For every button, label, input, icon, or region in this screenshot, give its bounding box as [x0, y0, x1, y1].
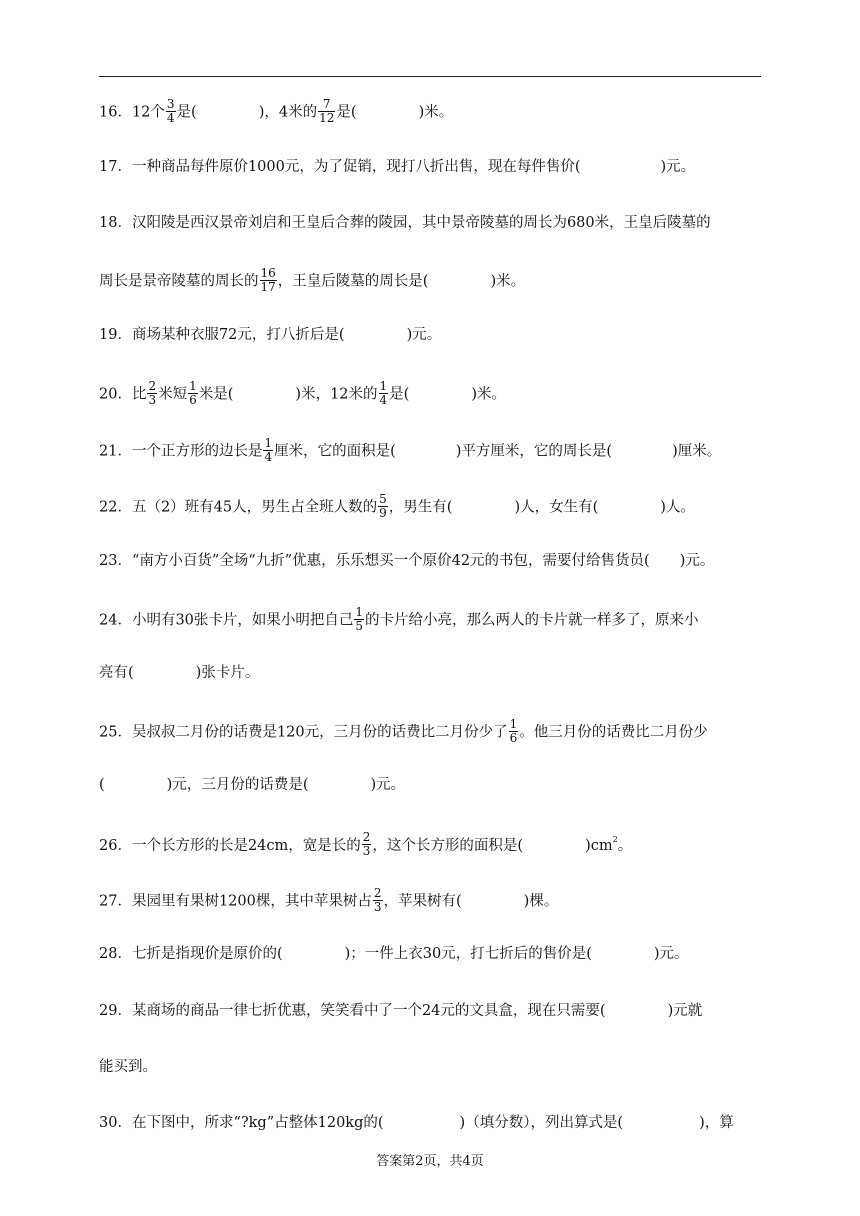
question-18-line-1: 18．汉阳陵是西汉景帝刘启和王皇后合葬的陵园，其中景帝陵墓的周长为680米，王皇后陵墓的	[99, 215, 711, 231]
fraction: $\frac{5}{9}$	[379, 492, 387, 520]
question-27: 27．果园里有果树1200棵，其中苹果树占 $\frac{2}{3}$ ，苹果树有( )棵。	[99, 886, 559, 914]
fraction: $\frac{1}{6}$	[189, 379, 197, 407]
fraction: $\frac{1}{5}$	[355, 605, 364, 633]
fraction: $\frac{1}{4}$	[379, 379, 388, 407]
fraction: $\frac{3}{4}$	[166, 97, 175, 125]
question-24-line-2: 亮有( )张卡片。	[99, 665, 260, 681]
question-19: 19．商场某种衣服72元，打八折后是( )元。	[99, 327, 442, 343]
fraction: $\frac{7}{12}$	[319, 97, 335, 125]
page-footer: 答案第2页，共4页	[376, 1154, 484, 1169]
fraction: $\frac{2}{3}$	[362, 830, 371, 859]
header-rule	[99, 76, 761, 77]
question-26: 26．一个长方形的长是24cm，宽是长的 $\frac{2}{3}$ ，这个长方形的面积是( )$cm^2$。	[99, 830, 633, 859]
question-16: 16．12个 $\frac{3}{4}$ 是( )，4米的 $\frac{7}{12}$ 是( )米。	[99, 97, 454, 125]
fraction: $\frac{16}{17}$	[260, 266, 276, 294]
fraction: $\frac{2}{3}$	[373, 886, 382, 914]
question-17: 17．一种商品每件原价1000元，为了促销，现打八折出售，现在每件售价( )元。	[99, 159, 696, 175]
question-29-line-2: 能买到。	[99, 1059, 157, 1075]
question-25-line-1: 25．吴叔叔二月份的话费是120元，三月份的话费比二月份少了 $\frac{1}{6}$ 。他三月份的话费比二月份少	[99, 717, 708, 745]
question-20: 20．比 $\frac{2}{3}$ 米短 $\frac{1}{6}$ 米是( )米，12米的 $\frac{1}{4}$ 是( )米。	[99, 379, 506, 407]
question-21: 21．一个正方形的边长是 $\frac{1}{4}$ 厘米，它的面积是( )平方厘米，它的周长是( )厘米。	[99, 436, 722, 464]
question-29-line-1: 29．某商场的商品一律七折优惠，笑笑看中了一个24元的文具盒，现在只需要( )元就	[99, 1003, 703, 1019]
question-30: 30．在下图中，所求“?kg”占整体120kg的( )（填分数），列出算式是( )，算	[99, 1115, 734, 1131]
fraction: $\frac{1}{6}$	[509, 717, 518, 745]
question-24-line-1: 24．小明有30张卡片，如果小明把自己 $\frac{1}{5}$ 的卡片给小亮，那么两人的卡片就一样多了，原来小	[99, 605, 699, 633]
fraction: $\frac{2}{3}$	[148, 379, 157, 407]
question-23: 23．“南方小百货”全场“九折”优惠，乐乐想买一个原价42元的书包，需要付给售货员( )元。	[99, 553, 715, 569]
question-25-line-2: ( )元，三月份的话费是( )元。	[99, 777, 406, 793]
question-22: 22．五（2）班有45人，男生占全班人数的 $\frac{5}{9}$ ，男生有( )人，女生有( )人。	[99, 492, 695, 520]
fraction: $\frac{1}{4}$	[264, 436, 273, 464]
question-28: 28．七折是指现价是原价的( )；一件上衣30元，打七折后的售价是( )元。	[99, 946, 689, 962]
question-18-line-2: 周长是景帝陵墓的周长的 $\frac{16}{17}$ ，王皇后陵墓的周长是( )米。	[99, 266, 526, 294]
